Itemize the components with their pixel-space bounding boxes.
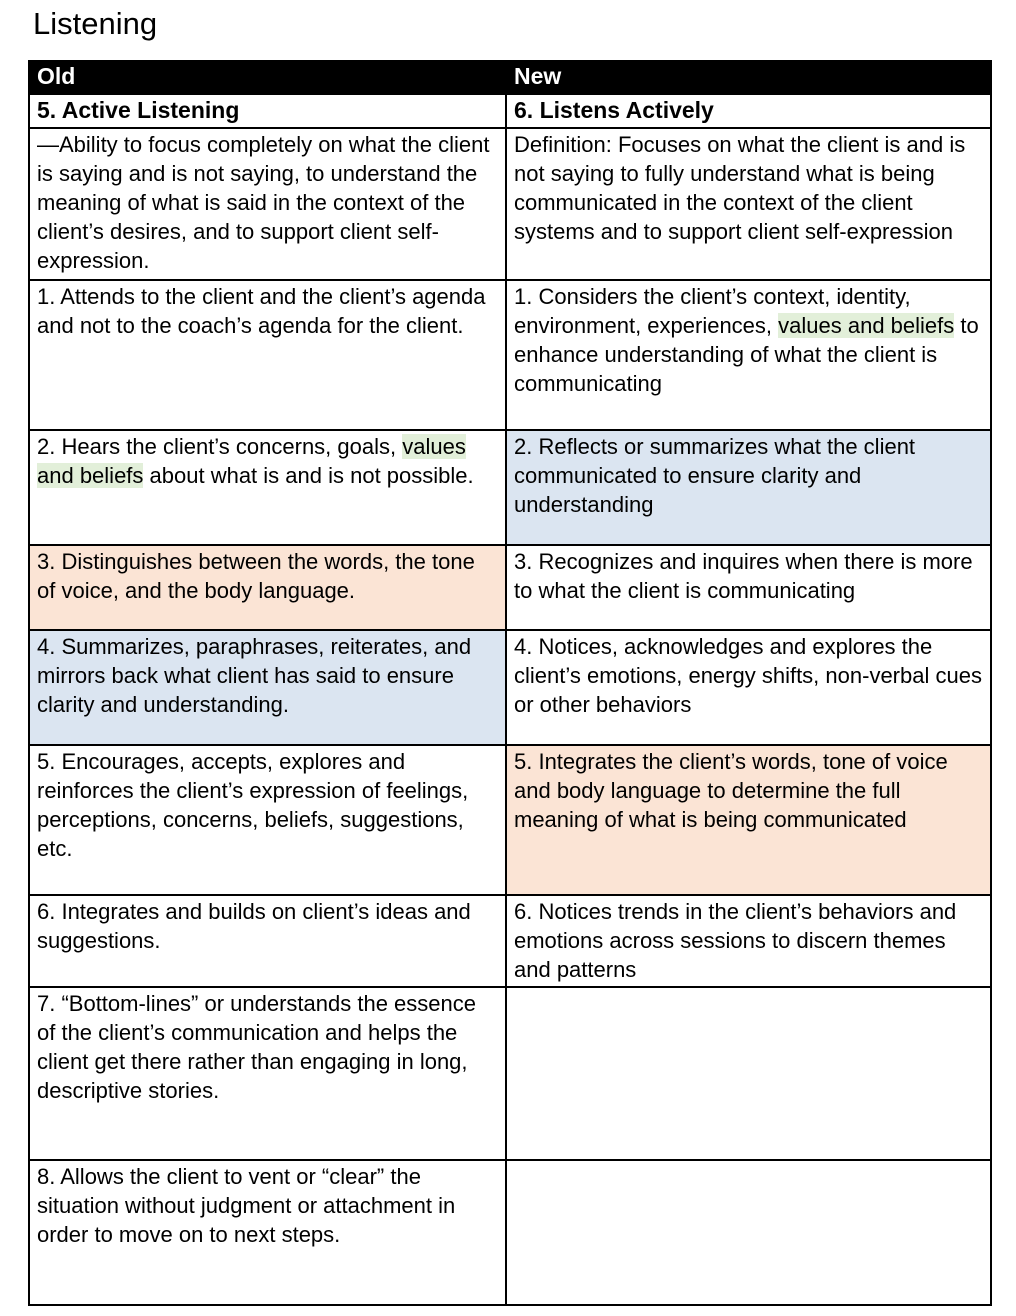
old-item-4-cell: 4. Summarizes, paraphrases, reiterates, and mirrors back what client has said to ensure clarity and understanding. bbox=[29, 630, 506, 745]
new-competency-title: 6. Listens Actively bbox=[506, 94, 991, 128]
page-title: Listening bbox=[33, 6, 158, 41]
table-row-1 bbox=[29, 280, 991, 430]
new-definition-cell: Definition: Focuses on what the client is and is not saying to fully understand what is being communicated in the context of the client systems and to support client self-expression bbox=[506, 128, 991, 280]
table-row-8 bbox=[29, 1160, 991, 1305]
new-item-2-cell: 2. Reflects or summarizes what the client communicated to ensure clarity and understanding bbox=[506, 430, 991, 545]
old-item-1-cell: 1. Attends to the client and the client’s agenda and not to the coach’s agenda for the client. bbox=[29, 280, 506, 430]
old-competency-title: 5. Active Listening bbox=[29, 94, 506, 128]
old-item-2-text: 2. Hears the client’s concerns, goals, bbox=[37, 434, 403, 459]
table-header-row bbox=[29, 61, 991, 94]
new-item-8-cell-empty bbox=[506, 1160, 991, 1305]
comparison-table bbox=[28, 60, 992, 1306]
competency-title-row bbox=[29, 94, 991, 128]
new-item-1-text: 1. Considers the client’s context, identity, environment, experiences, bbox=[514, 284, 911, 338]
old-definition-cell: —Ability to focus completely on what the client is saying and is not saying, to understand the meaning of what is said in the context of the client’s desires, and to support client self-expression. bbox=[29, 128, 506, 280]
definition-row bbox=[29, 128, 991, 280]
table-row-2 bbox=[29, 430, 991, 545]
new-item-5-cell: 5. Integrates the client’s words, tone of voice and body language to determine the full meaning of what is being communicated bbox=[506, 745, 991, 895]
green-highlight: values and beliefs bbox=[778, 313, 955, 338]
table-row-5 bbox=[29, 745, 991, 895]
new-item-4-cell: 4. Notices, acknowledges and explores the client’s emotions, energy shifts, non-verbal cues or other behaviors bbox=[506, 630, 991, 745]
old-item-6-cell: 6. Integrates and builds on client’s ideas and suggestions. bbox=[29, 895, 506, 987]
old-item-2-text: about what is and is not possible. bbox=[143, 463, 474, 488]
new-item-1-text: to enhance understanding of what the client is communicating bbox=[514, 313, 979, 396]
table-row-7 bbox=[29, 987, 991, 1160]
old-item-7-cell: 7. “Bottom-lines” or understands the essence of the client’s communication and helps the client get there rather than engaging in long, descriptive stories. bbox=[29, 987, 506, 1160]
new-item-7-cell-empty bbox=[506, 987, 991, 1160]
column-header-old: Old bbox=[29, 61, 506, 94]
table-row-6 bbox=[29, 895, 991, 987]
green-highlight: values and beliefs bbox=[37, 434, 466, 488]
new-item-6-cell: 6. Notices trends in the client’s behaviors and emotions across sessions to discern themes and patterns bbox=[506, 895, 991, 987]
old-item-2-cell bbox=[29, 430, 506, 545]
old-item-8-cell: 8. Allows the client to vent or “clear” the situation without judgment or attachment in order to move on to next steps. bbox=[29, 1160, 506, 1305]
column-header-new: New bbox=[506, 61, 991, 94]
table-row-3 bbox=[29, 545, 991, 630]
old-item-3-cell: 3. Distinguishes between the words, the tone of voice, and the body language. bbox=[29, 545, 506, 630]
table-row-4 bbox=[29, 630, 991, 745]
new-item-3-cell: 3. Recognizes and inquires when there is more to what the client is communicating bbox=[506, 545, 991, 630]
new-item-1-cell bbox=[506, 280, 991, 430]
old-item-5-cell: 5. Encourages, accepts, explores and reinforces the client’s expression of feelings, perceptions, concerns, beliefs, suggestions, etc. bbox=[29, 745, 506, 895]
